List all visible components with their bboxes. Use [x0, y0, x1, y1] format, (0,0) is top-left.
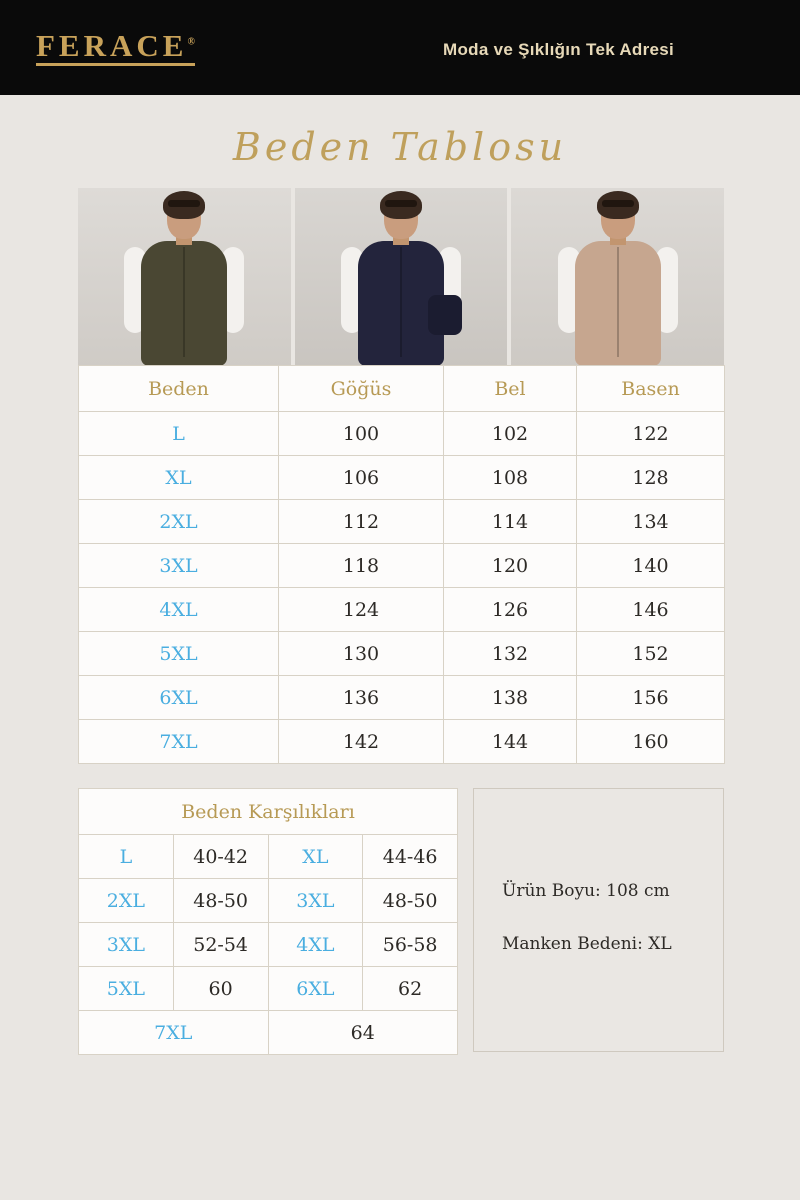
- measurements-table: [78, 365, 725, 764]
- sunglasses-icon: [385, 200, 417, 207]
- cell-gogus: 136: [279, 676, 444, 720]
- cell-size: 2XL: [79, 500, 279, 544]
- equiv-value: 48-50: [363, 879, 458, 923]
- sunglasses-icon: [602, 200, 634, 207]
- cell-basen: 160: [577, 720, 725, 764]
- cell-bel: 102: [444, 412, 577, 456]
- cell-basen: 140: [577, 544, 725, 588]
- cell-size: 5XL: [79, 632, 279, 676]
- equiv-value: 60: [173, 967, 268, 1011]
- equiv-label: 3XL: [79, 923, 174, 967]
- page-header: [0, 0, 800, 95]
- equiv-value: 64: [268, 1011, 458, 1055]
- model-vest-placket: [183, 247, 185, 357]
- table-row: [79, 632, 725, 676]
- header-tagline: Moda ve Şıklığın Tek Adresi: [443, 40, 675, 59]
- cell-size: 4XL: [79, 588, 279, 632]
- table-row: [79, 879, 458, 923]
- model-size-text: Manken Bedeni: XL: [502, 934, 672, 954]
- cell-size: XL: [79, 456, 279, 500]
- equiv-label: 3XL: [268, 879, 363, 923]
- equiv-label: 4XL: [268, 923, 363, 967]
- table-row: [79, 967, 458, 1011]
- equiv-value: 62: [363, 967, 458, 1011]
- cell-gogus: 112: [279, 500, 444, 544]
- brand-logo: [36, 30, 195, 66]
- cell-basen: 128: [577, 456, 725, 500]
- table-row: [79, 544, 725, 588]
- model-vest-placket: [617, 247, 619, 357]
- equiv-value: 56-58: [363, 923, 458, 967]
- equiv-label: XL: [268, 835, 363, 879]
- page-title: Beden Tablosu: [232, 125, 568, 169]
- cell-basen: 156: [577, 676, 725, 720]
- equiv-value: 40-42: [173, 835, 268, 879]
- model-photo-navy: [295, 188, 508, 366]
- model-figure: [543, 191, 693, 366]
- cell-basen: 146: [577, 588, 725, 632]
- table-row: [79, 412, 725, 456]
- table-row: [79, 720, 725, 764]
- cell-bel: 114: [444, 500, 577, 544]
- cell-bel: 138: [444, 676, 577, 720]
- table-row: [79, 835, 458, 879]
- model-photo-khaki: [78, 188, 291, 366]
- column-header-bel: Bel: [444, 366, 577, 412]
- cell-bel: 126: [444, 588, 577, 632]
- table-header-row: [79, 366, 725, 412]
- size-equivalents-table: [78, 788, 458, 1055]
- cell-size: 3XL: [79, 544, 279, 588]
- cell-bel: 144: [444, 720, 577, 764]
- sunglasses-icon: [168, 200, 200, 207]
- model-figure: [109, 191, 259, 366]
- table-row: [79, 456, 725, 500]
- cell-gogus: 118: [279, 544, 444, 588]
- equiv-label: 5XL: [79, 967, 174, 1011]
- column-header-beden: Beden: [79, 366, 279, 412]
- column-header-gogus: Göğüs: [279, 366, 444, 412]
- cell-bel: 132: [444, 632, 577, 676]
- cell-gogus: 130: [279, 632, 444, 676]
- handbag-icon: [428, 295, 462, 335]
- registered-mark-icon: ®: [187, 36, 195, 48]
- equiv-label: L: [79, 835, 174, 879]
- cell-basen: 134: [577, 500, 725, 544]
- cell-bel: 120: [444, 544, 577, 588]
- brand-name: FERACE: [36, 28, 188, 63]
- cell-size: L: [79, 412, 279, 456]
- cell-bel: 108: [444, 456, 577, 500]
- product-info-box: [473, 788, 724, 1052]
- equiv-value: 52-54: [173, 923, 268, 967]
- model-photo-beige: [511, 188, 724, 366]
- cell-gogus: 106: [279, 456, 444, 500]
- cell-basen: 122: [577, 412, 725, 456]
- cell-gogus: 100: [279, 412, 444, 456]
- equiv-label: 7XL: [79, 1011, 269, 1055]
- equiv-value: 44-46: [363, 835, 458, 879]
- equiv-title: Beden Karşılıkları: [79, 789, 458, 835]
- model-figure: [326, 191, 476, 366]
- cell-gogus: 124: [279, 588, 444, 632]
- cell-gogus: 142: [279, 720, 444, 764]
- cell-size: 6XL: [79, 676, 279, 720]
- model-vest-placket: [400, 247, 402, 357]
- cell-basen: 152: [577, 632, 725, 676]
- equiv-header-row: [79, 789, 458, 835]
- table-row: [79, 1011, 458, 1055]
- equiv-label: 2XL: [79, 879, 174, 923]
- table-row: [79, 676, 725, 720]
- column-header-basen: Basen: [577, 366, 725, 412]
- cell-size: 7XL: [79, 720, 279, 764]
- table-row: [79, 588, 725, 632]
- equiv-label: 6XL: [268, 967, 363, 1011]
- table-row: [79, 500, 725, 544]
- equiv-value: 48-50: [173, 879, 268, 923]
- model-photo-strip: [78, 188, 724, 366]
- table-row: [79, 923, 458, 967]
- product-length-text: Ürün Boyu: 108 cm: [502, 881, 670, 901]
